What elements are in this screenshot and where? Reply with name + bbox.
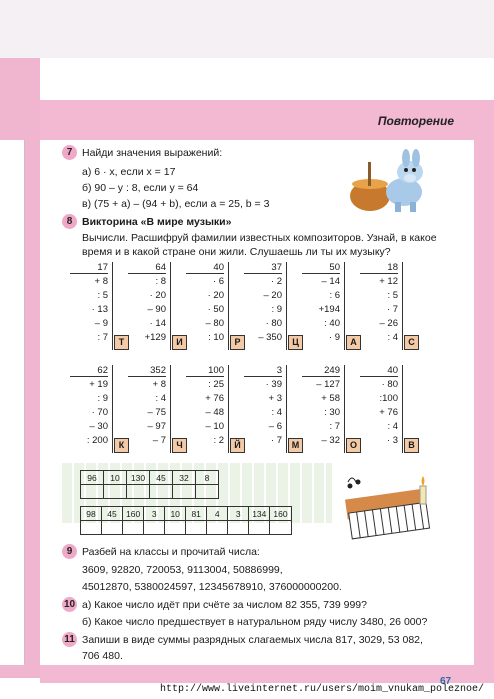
answer-cell: 3: [144, 507, 165, 521]
operation: : 4: [387, 332, 398, 343]
operation: : 40: [324, 318, 340, 329]
bottom-pink-border: [40, 665, 494, 683]
column-start-number: 100: [186, 365, 224, 377]
task-7-number: 7: [62, 145, 77, 160]
blank-letter-cell: [186, 521, 207, 535]
column-start-number: 62: [70, 365, 108, 377]
previous-page-edge: [0, 140, 25, 665]
operation: · 80: [381, 379, 398, 390]
operation: – 75: [147, 407, 166, 418]
operation: · 20: [149, 290, 166, 301]
blank-letter-cell: [165, 521, 186, 535]
operation: – 9: [94, 318, 108, 329]
operation: · 7: [386, 304, 398, 315]
task-7-a: а) 6 · x, если x = 17: [82, 166, 176, 178]
column-start-number: 17: [70, 262, 108, 274]
page-number: 67: [440, 676, 452, 687]
operation: · 7: [270, 435, 282, 446]
cipher-letter-box: Ц: [288, 335, 303, 350]
operation: + 76: [205, 393, 224, 404]
operation: + 12: [379, 276, 398, 287]
piano-illustration: [340, 470, 438, 550]
section-title: Повторение: [377, 114, 454, 128]
blank-letter-cell: [270, 521, 291, 535]
operation: – 48: [205, 407, 224, 418]
column-start-number: 40: [186, 262, 224, 274]
task-10-a: а) Какое число идёт при счёте за числом 82 355, 739 999?: [82, 599, 367, 611]
column-divider: [228, 262, 229, 350]
operation: – 7: [152, 435, 166, 446]
operation: : 10: [208, 332, 224, 343]
answer-cell: 32: [173, 471, 196, 485]
operation: – 97: [147, 421, 166, 432]
cipher-letter-box: М: [288, 438, 303, 453]
cipher-letter-box: Ч: [172, 438, 187, 453]
operation: : 7: [329, 421, 340, 432]
operation: : 7: [97, 332, 108, 343]
column-divider: [112, 365, 113, 453]
operation: : 2: [213, 435, 224, 446]
blank-letter-cell: [123, 521, 144, 535]
operation: · 70: [91, 407, 108, 418]
answer-cell: 8: [196, 471, 219, 485]
operation: + 3: [268, 393, 282, 404]
operation: · 20: [207, 290, 224, 301]
operation: : 9: [271, 304, 282, 315]
column-divider: [170, 365, 171, 453]
operation: – 32: [321, 435, 340, 446]
operation: + 8: [152, 379, 166, 390]
operation: + 58: [321, 393, 340, 404]
answer-cell: 98: [81, 507, 102, 521]
operation: · 14: [149, 318, 166, 329]
operation: · 80: [265, 318, 282, 329]
answer-cell: 45: [102, 507, 123, 521]
column-start-number: 64: [128, 262, 166, 274]
answer-table-1: [80, 470, 219, 499]
answer-table-2: [80, 506, 292, 535]
task-11-number: 11: [62, 632, 77, 647]
operation: – 30: [89, 421, 108, 432]
column-start-number: 37: [244, 262, 282, 274]
operation: +129: [144, 332, 166, 343]
task-8-line-1: Вычисли. Расшифруй фамилии известных композиторов. Узнай, в какое: [82, 232, 437, 244]
answer-cell: 160: [123, 507, 144, 521]
cipher-letter-box: В: [404, 438, 419, 453]
operation: · 39: [265, 379, 282, 390]
operation: :100: [379, 393, 398, 404]
cipher-letter-box: Р: [230, 335, 245, 350]
blank-letter-cell: [144, 521, 165, 535]
answer-cell: 130: [127, 471, 150, 485]
cipher-letter-box: И: [172, 335, 187, 350]
operation: : 200: [86, 435, 108, 446]
blank-letter-cell: [228, 521, 249, 535]
column-start-number: 50: [302, 262, 340, 274]
task-8-title: Викторина «В мире музыки»: [82, 216, 232, 228]
operation: : 5: [97, 290, 108, 301]
right-pink-border: [474, 100, 494, 670]
blank-letter-cell: [173, 485, 196, 499]
answer-cell: 4: [207, 507, 228, 521]
operation: : 8: [155, 276, 166, 287]
blank-letter-cell: [104, 485, 127, 499]
task-10-number: 10: [63, 599, 76, 610]
task-9-prompt: Разбей на классы и прочитай числа:: [82, 546, 260, 558]
column-divider: [344, 262, 345, 350]
answer-cell: 45: [150, 471, 173, 485]
operation: · 13: [91, 304, 108, 315]
column-divider: [112, 262, 113, 350]
answer-cell: 3: [228, 507, 249, 521]
column-divider: [228, 365, 229, 453]
answer-cell: 134: [249, 507, 270, 521]
operation: · 50: [207, 304, 224, 315]
answer-cell: 10: [165, 507, 186, 521]
blank-letter-cell: [249, 521, 270, 535]
operation: – 127: [316, 379, 340, 390]
operation: – 26: [379, 318, 398, 329]
column-divider: [170, 262, 171, 350]
answer-cell: 10: [104, 471, 127, 485]
cipher-letter-box: Т: [114, 335, 129, 350]
operation: – 80: [205, 318, 224, 329]
task-7-c: в) (75 + a) – (94 + b), если a = 25, b = 3: [82, 198, 270, 210]
operation: : 25: [208, 379, 224, 390]
operation: · 6: [212, 276, 224, 287]
blank-letter-cell: [81, 485, 104, 499]
cipher-letter-box: К: [114, 438, 129, 453]
operation: : 4: [387, 421, 398, 432]
column-start-number: 352: [128, 365, 166, 377]
task-11-line-2: 706 480.: [82, 650, 123, 662]
operation: +194: [318, 304, 340, 315]
donkey-honey-illustration: [340, 148, 432, 216]
operation: : 9: [97, 393, 108, 404]
cipher-letter-box: С: [404, 335, 419, 350]
operation: + 76: [379, 407, 398, 418]
blank-letter-cell: [127, 485, 150, 499]
task-9-line-1: 3609, 92820, 720053, 9113004, 50886999,: [82, 564, 283, 576]
operation: : 6: [329, 290, 340, 301]
task-7-prompt: Найди значения выражений:: [82, 147, 223, 159]
column-divider: [402, 365, 403, 453]
task-10-b: б) Какое число предшествует в натуральном ряду числу 3480, 26 000?: [82, 616, 428, 628]
answer-cell: 160: [270, 507, 291, 521]
column-divider: [286, 262, 287, 350]
operation: · 9: [328, 332, 340, 343]
task-7-b: б) 90 – y : 8, если y = 64: [82, 182, 199, 194]
blank-letter-cell: [150, 485, 173, 499]
operation: + 19: [89, 379, 108, 390]
answer-cell: 96: [81, 471, 104, 485]
operation: : 4: [271, 407, 282, 418]
column-divider: [286, 365, 287, 453]
task-9-line-2: 45012870, 5380024597, 12345678910, 376000000200.: [82, 581, 342, 593]
blank-letter-cell: [196, 485, 219, 499]
operation: + 8: [94, 276, 108, 287]
task-9-number: 9: [62, 544, 77, 559]
column-start-number: 40: [360, 365, 398, 377]
cipher-letter-box: Й: [230, 438, 245, 453]
operation: – 14: [321, 276, 340, 287]
operation: · 2: [270, 276, 282, 287]
footer-url[interactable]: http://www.liveinternet.ru/users/moim_vnukam_poleznoe/: [160, 684, 485, 695]
operation: : 30: [324, 407, 340, 418]
cipher-letter-box: О: [346, 438, 361, 453]
operation: – 10: [205, 421, 224, 432]
task-11-line-1: Запиши в виде суммы разрядных слагаемых числа 817, 3029, 53 082,: [82, 634, 423, 646]
column-start-number: 3: [244, 365, 282, 377]
scan-top-margin: [0, 0, 494, 58]
task-8-line-2: время и в какой стране они жили. Слушаешь ли ты их музыку?: [82, 246, 391, 258]
column-start-number: 249: [302, 365, 340, 377]
column-start-number: 18: [360, 262, 398, 274]
operation: – 6: [268, 421, 282, 432]
column-divider: [344, 365, 345, 453]
operation: · 3: [386, 435, 398, 446]
operation: – 20: [263, 290, 282, 301]
task-8-number: 8: [62, 214, 77, 229]
operation: – 90: [147, 304, 166, 315]
operation: – 350: [258, 332, 282, 343]
column-divider: [402, 262, 403, 350]
operation: : 5: [387, 290, 398, 301]
blank-letter-cell: [81, 521, 102, 535]
answer-cell: 81: [186, 507, 207, 521]
cipher-letter-box: А: [346, 335, 361, 350]
operation: : 4: [155, 393, 166, 404]
blank-letter-cell: [102, 521, 123, 535]
blank-letter-cell: [207, 521, 228, 535]
